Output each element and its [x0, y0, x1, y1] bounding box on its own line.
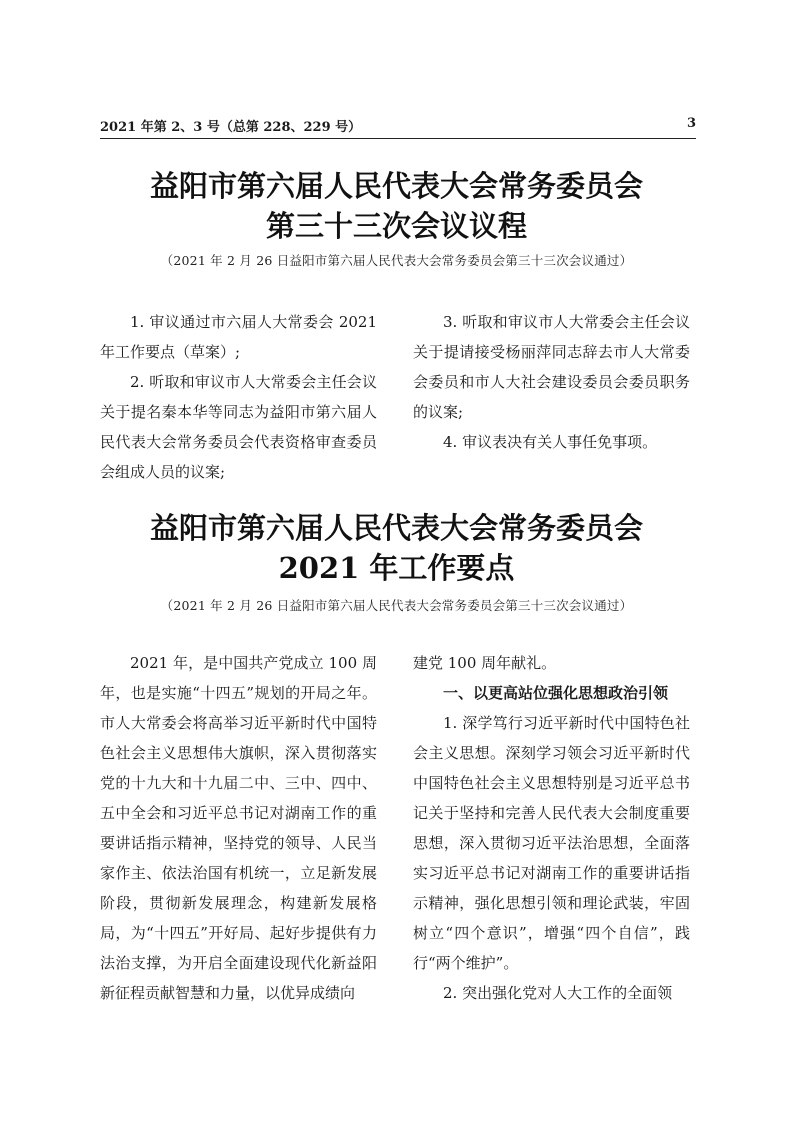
doc2-left-column	[100, 648, 377, 1008]
doc2-title-line2: 2021 年工作要点	[278, 551, 515, 585]
intro-continuation: 建党 100 周年献礼。	[413, 654, 557, 672]
doc1-right-column	[413, 307, 690, 457]
running-header	[100, 116, 696, 138]
agenda-item-4: 4. 审议表决有关人事任免事项。	[443, 433, 658, 451]
agenda-item-3: 3. 听取和审议市人大常委会主任会议关于提请接受杨丽萍同志辞去市人大常委会委员和市人大社会建设委员会委员职务的议案;	[413, 313, 690, 421]
agenda-item-2: 2. 听取和审议市人大常委会主任会议关于提名秦本华等同志为益阳市第六届人民代表大会常务委员会代表资格审查委员会组成人员的议案;	[100, 373, 377, 481]
doc1-left-column	[100, 307, 377, 487]
work-item-1: 1. 深学笃行习近平新时代中国特色社会主义思想。深刻学习领会习近平新时代中国特色社会主义思想特别是习近平总书记关于坚持和完善人民代表大会制度重要思想，深入贯彻习近平法治思想，全面落实习近平总书记对湖南工作的重要讲话指示精神，强化思想引领和理论武装，牢固树立“四个意识”，增强“四个自信”，践行“两个维护”。	[413, 714, 690, 972]
doc1-title-line2: 第三十三次会议议程	[265, 209, 527, 243]
section-heading-1: 一、以更高站位强化思想政治引领	[443, 684, 669, 702]
header-rule	[100, 138, 696, 139]
agenda-item-1: 1. 审议通过市六届人大常委会 2021 年工作要点（草案）;	[100, 313, 377, 361]
doc1-adoption-note: （2021 年 2 月 26 日益阳市第六届人民代表大会常务委员会第三十三次会议通过）	[160, 253, 633, 268]
work-item-2: 2. 突出强化党对人大工作的全面领	[443, 984, 673, 1002]
doc1-title-line1: 益阳市第六届人民代表大会常务委员会	[149, 169, 643, 203]
doc2-adoption-note: （2021 年 2 月 26 日益阳市第六届人民代表大会常务委员会第三十三次会议通过）	[160, 598, 633, 613]
issue-number: 2021 年第 2、3 号（总第 228、229 号）	[100, 120, 362, 135]
doc2-right-column	[413, 648, 690, 1008]
doc2-title-line1: 益阳市第六届人民代表大会常务委员会	[149, 511, 643, 545]
intro-paragraph: 2021 年，是中国共产党成立 100 周年，也是实施“十四五”规划的开局之年。市人大常委会将高举习近平新时代中国特色社会主义思想伟大旗帜，深入贯彻落实党的十九大和十九届二中、三中、四中、五中全会和习近平总书记对湖南工作的重要讲话指示精神，坚持党的领导、人民当家作主、依法治国有机统一，立足新发展阶段，贯彻新发展理念，构建新发展格局，为“十四五”开好局、起好步提供有力法治支撑，为开启全面建设现代化新益阳新征程贡献智慧和力量，以优异成绩向	[100, 654, 377, 1002]
page-number: 3	[686, 116, 696, 131]
